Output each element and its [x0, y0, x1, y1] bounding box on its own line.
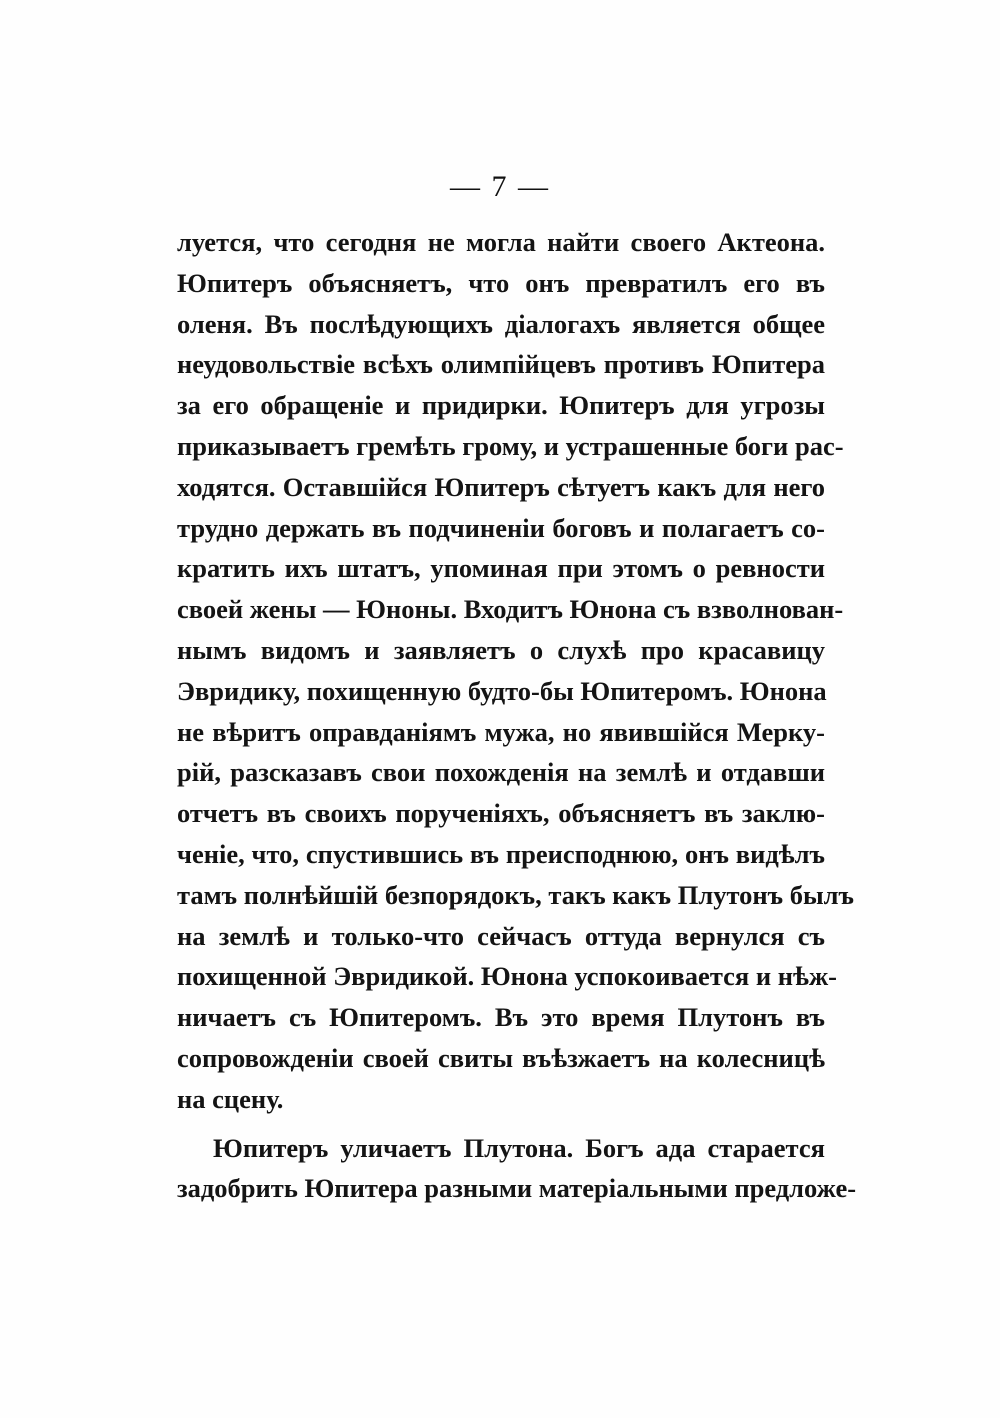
- paragraph-2: [177, 1128, 857, 1210]
- text-line: на землѣ и только-что сейчасъ оттуда вернулся съ: [177, 920, 825, 951]
- text-line: на сцену.: [177, 1083, 284, 1114]
- text-line: неудовольствіе всѣхъ олимпійцевъ противъ Юпитера: [177, 349, 825, 380]
- text-line: трудно держать въ подчиненіи боговъ и полагаетъ со-: [177, 512, 825, 543]
- text-line: сопровожденіи своей свиты въѣзжаетъ на колесницѣ: [177, 1042, 825, 1073]
- text-line: рій, разсказавъ свои похожденія на землѣ и отдавши: [177, 757, 825, 788]
- text-line: своей жены — Юноны. Входитъ Юнона съ взволнован-: [177, 594, 844, 625]
- text-line: нымъ видомъ и заявляетъ о слухѣ про красавицу: [177, 634, 825, 665]
- text-line: задобрить Юпитера разными матеріальными предложе-: [177, 1173, 857, 1204]
- page-number: — 7 —: [450, 170, 550, 203]
- text-line: за его обращеніе и придирки. Юпитеръ для угрозы: [177, 390, 825, 421]
- text-line: оленя. Въ послѣдующихъ діалогахъ является общее: [177, 308, 825, 339]
- text-line: Эвридику, похищенную будто-бы Юпитеромъ. Юнона: [177, 675, 827, 706]
- text-line: похищенной Эвридикой. Юнона успокоивается и нѣж-: [177, 961, 837, 992]
- text-line: ничаетъ съ Юпитеромъ. Въ это время Плутонъ въ: [177, 1002, 825, 1033]
- text-line: не вѣритъ оправданіямъ мужа, но явившійся Мерку-: [177, 716, 825, 747]
- text-line: тамъ полнѣйшій безпорядокъ, такъ какъ Плутонъ былъ: [177, 879, 854, 910]
- text-line: Юпитеръ объясняетъ, что онъ превратилъ его въ: [177, 267, 825, 298]
- text-line: приказываетъ гремѣть грому, и устрашенные боги рас-: [177, 430, 844, 461]
- paragraph-spacer: [177, 1120, 825, 1128]
- paragraph-1: [177, 222, 854, 1120]
- text-line: ходятся. Оставшійся Юпитеръ сѣтуетъ какъ для него: [177, 471, 825, 502]
- text-line: луется, что сегодня не могла найти своего Актеона.: [177, 227, 825, 257]
- text-line: Юпитеръ уличаетъ Плутона. Богъ ада старается: [213, 1132, 825, 1163]
- text-line: кратить ихъ штатъ, упоминая при этомъ о ревности: [177, 553, 825, 584]
- text-line: отчетъ въ своихъ порученіяхъ, объясняетъ въ заклю-: [177, 798, 825, 829]
- body-text: [177, 222, 857, 1209]
- text-line: ченіе, что, спустившись въ преисподнюю, онъ видѣлъ: [177, 838, 825, 869]
